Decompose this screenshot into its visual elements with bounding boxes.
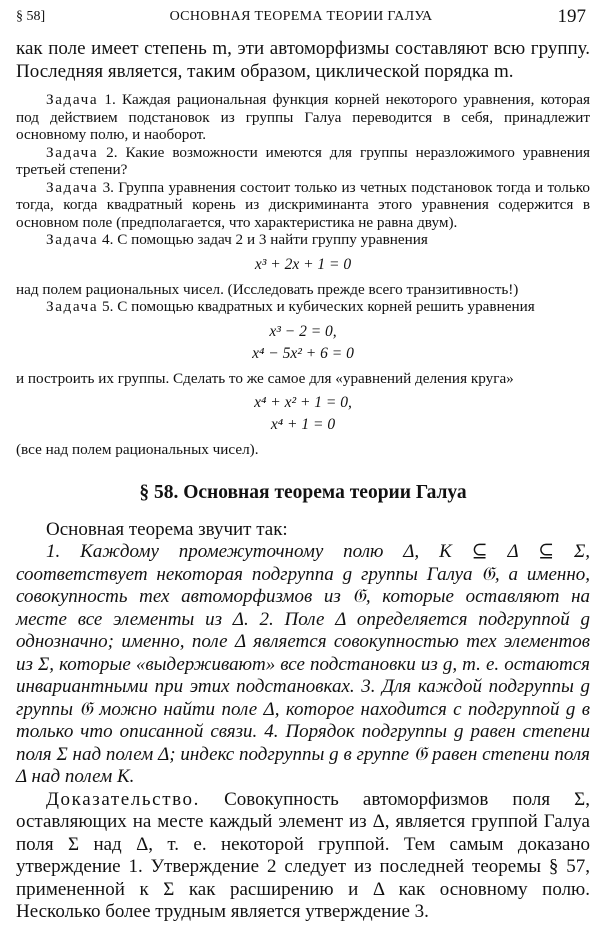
equation-4: x⁴ + x² + 1 = 0, (254, 394, 352, 411)
header-section-ref: § 58] (16, 9, 46, 24)
problem-4-label: Задача (46, 231, 99, 248)
theorem-statement: 1. Каждому промежуточному полю Δ, K ⊆ Δ ⊆ Σ, соответствует некоторая подгруппа g группы Галуа 𝔊, а именно, совокупность тех автоморфизмов из 𝔊, которые оставляют на месте все элементы из Δ. 2. Поле Δ определяется подгруппой g однозначно; именно, поле Δ является совокупностью тех элементов из Σ, которые «выдерживают» все подстановки из g, т. е. остаются инвариантными при этих подстановках. 3. Для каждой подгруппы g группы 𝔊 можно найти поле Δ, которое находится с подгруппой g в только что описанной связи. 4. Порядок подгруппы g равен степени поля Σ над полем Δ; индекс подгруппы g в группе 𝔊 равен степени поля Δ над полем K. (16, 541, 590, 787)
problem-5-label: Задача (46, 298, 99, 315)
problem-5 (16, 298, 590, 316)
problem-4-text: 4. С помощью задач 2 и 3 найти группу уравнения (102, 231, 428, 248)
problem-2 (16, 144, 590, 179)
equation-block-1 (16, 254, 590, 276)
section-heading: § 58. Основная теорема теории Галуа (139, 481, 467, 503)
proof-label: Доказательство. (46, 788, 200, 810)
proof-text: Совокупность автоморфизмов поля Σ, оставляющих на месте каждый элемент из Δ, является группой Галуа поля Σ над Δ, т. е. некоторой группой. Тем самым доказано утверждение 1. Утверждение 2 следует из последней теоремы § 57, примененной к Σ как расширению и Δ как основному полю. Несколько более трудным является утверждение 3. (16, 788, 590, 922)
problem-5-end: (все над полем рациональных чисел). (16, 441, 259, 458)
problem-3-label: Задача (46, 178, 99, 196)
problem-3 (16, 179, 590, 232)
problem-2-label: Задача (46, 143, 99, 161)
theorem-intro: Основная теорема звучит так: (46, 518, 288, 540)
problem-2-text: 2. Какие возможности имеются для группы неразложимого уравнения третьей степени? (16, 143, 590, 178)
page-body (16, 38, 590, 924)
problem-1-text: 1. Каждая рациональная функция корней некоторого уравнения, которая под действием подстановок из группы Галуа переводится в себя, принадлежит основному полю, и наоборот. (16, 91, 590, 143)
equation-block-2 (16, 321, 590, 365)
problem-4 (16, 231, 590, 249)
problem-5-text: 5. С помощью квадратных и кубических корней решить уравнения (102, 298, 535, 315)
proof-paragraph (16, 789, 590, 924)
problems-block (16, 91, 590, 459)
equation-3: x⁴ − 5x² + 6 = 0 (252, 344, 354, 362)
intro-paragraph: как поле имеет степень m, эти автоморфизмы составляют всю группу. Последняя является, таким образом, циклической порядка m. (16, 38, 590, 82)
header-running-title: ОСНОВНАЯ ТЕОРЕМА ТЕОРИИ ГАЛУА (169, 9, 433, 24)
problem-4-continuation: над полем рациональных чисел. (Исследовать прежде всего транзитивность!) (16, 280, 519, 298)
problem-1 (16, 91, 590, 144)
equation-block-3 (16, 392, 590, 436)
page-header (16, 6, 586, 28)
problem-3-text: 3. Группа уравнения состоит только из четных подстановок тогда и только тогда, когда квадратный корень из дискриминанта этого уравнения содержится в основном поле (предполагается, что характеристика не равна двум). (16, 178, 590, 231)
equation-1: x³ + 2x + 1 = 0 (254, 255, 352, 273)
equation-5: x⁴ + 1 = 0 (270, 416, 336, 433)
page-number: 197 (557, 6, 586, 27)
equation-2: x³ − 2 = 0, (269, 322, 337, 340)
problem-1-label: Задача (46, 91, 99, 108)
problem-5-continuation: и построить их группы. Сделать то же самое для «уравнений деления круга» (16, 369, 514, 387)
